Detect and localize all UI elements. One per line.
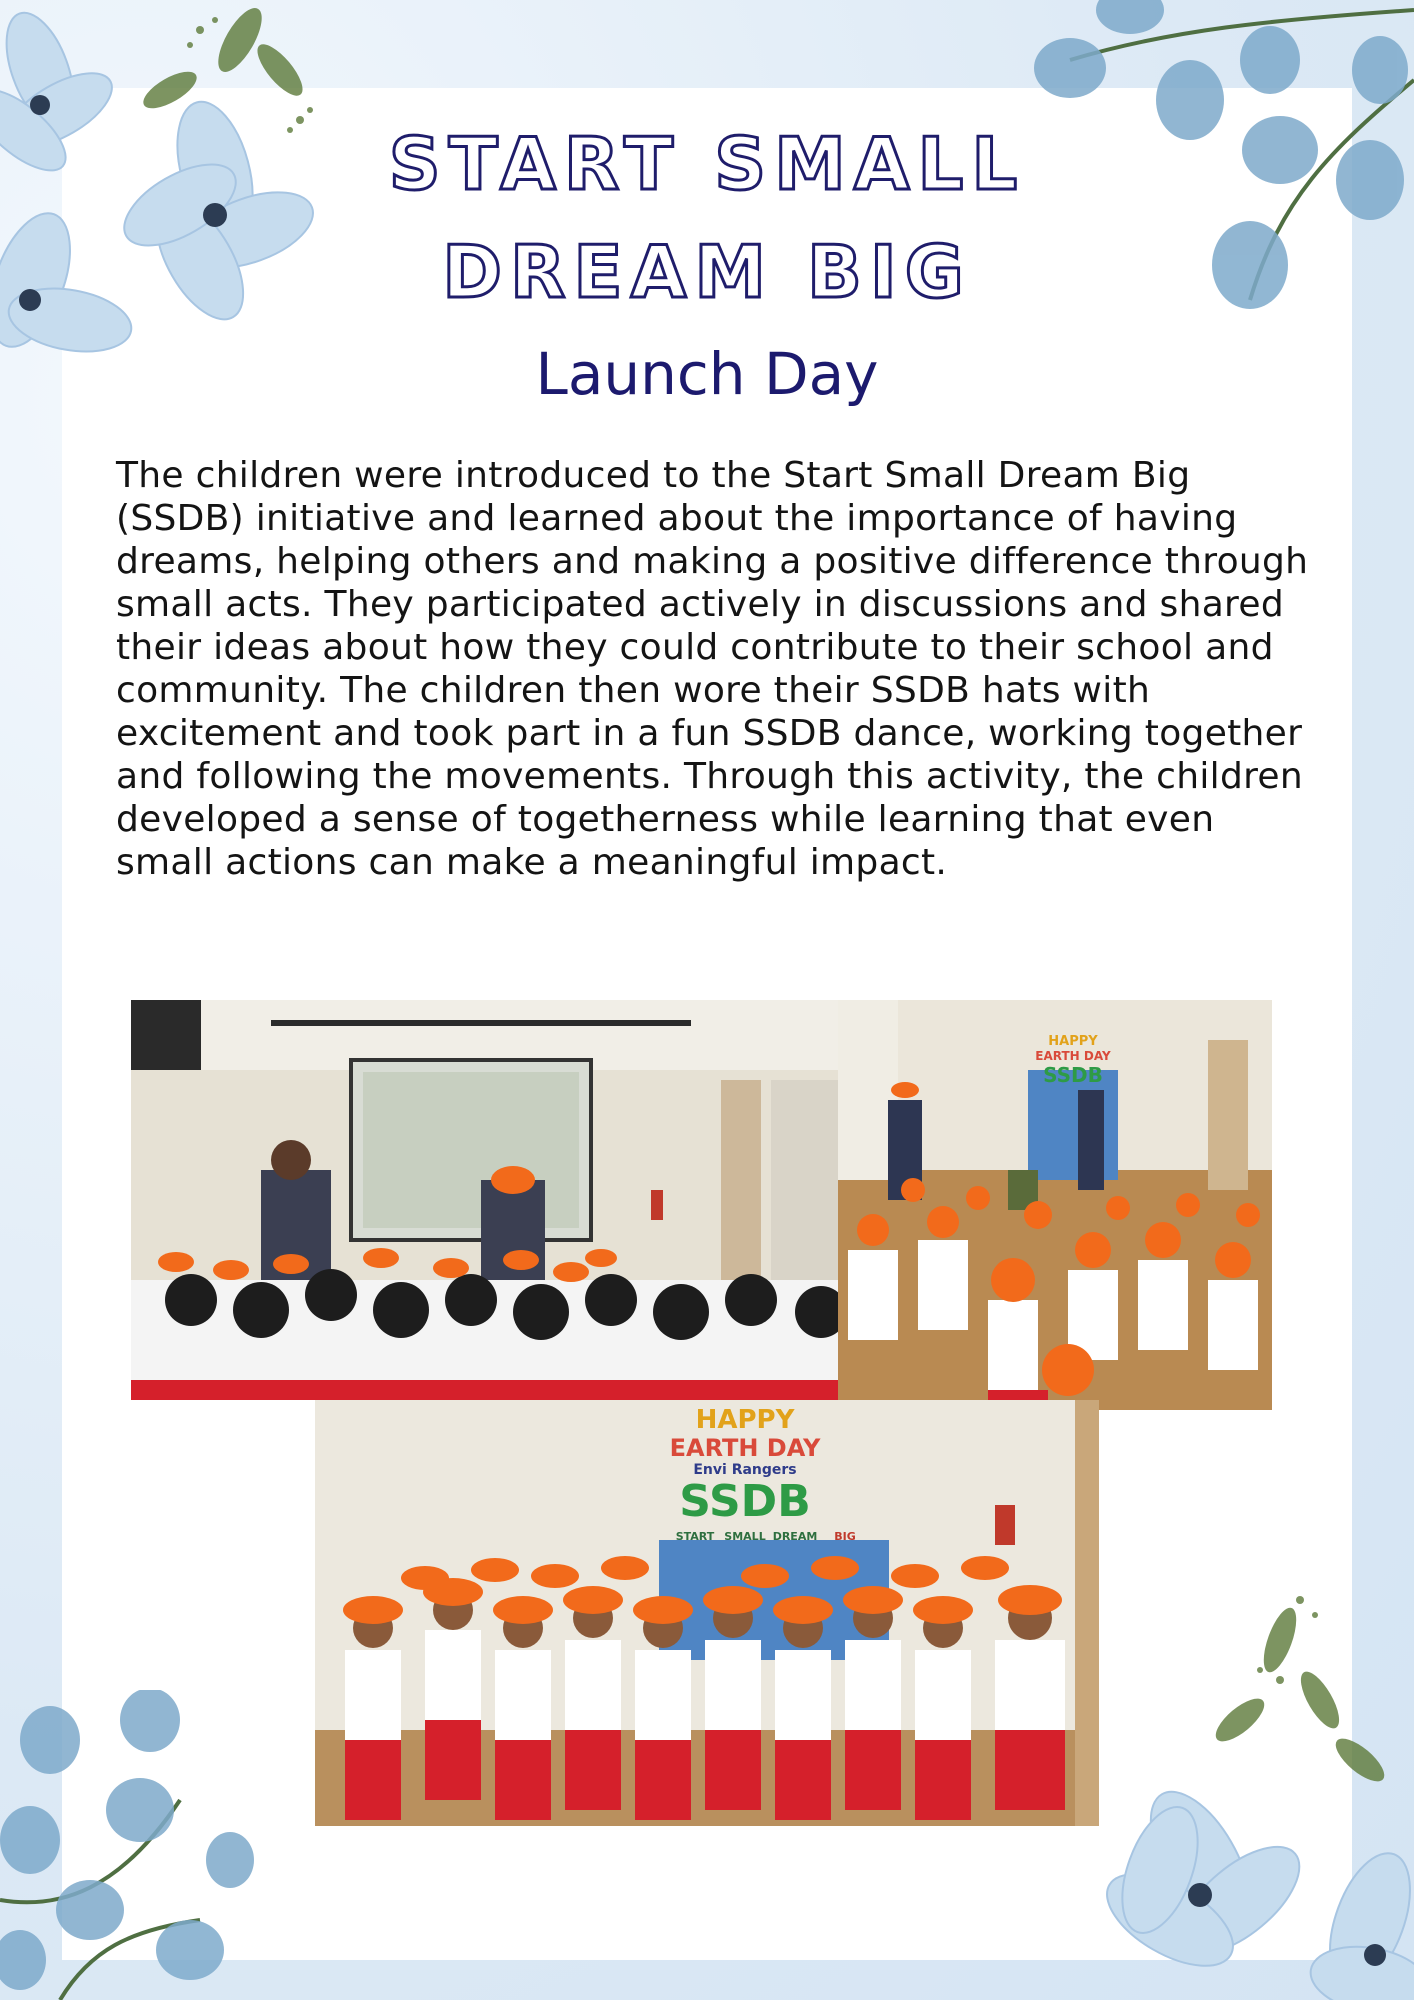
- banner-start: START: [675, 1530, 715, 1543]
- body-paragraph: The children were introduced to the Start Small Dream Big (SSDB) initiative and learned about the importance of having dreams, helping others and making a positive difference through small acts. They participated actively in discussions and shared their ideas about how they could contribute to their school and community. The children then wore their SSDB hats with excitement and took part in a fun SSDB dance, working together and following the movements. Through this activity, the children developed a sense of togetherness while learning that even small actions can make a meaningful impact.: [116, 455, 1309, 883]
- banner-dream: DREAM: [772, 1530, 818, 1543]
- photo-children-seated-hall: [838, 1000, 1272, 1410]
- banner-big: BIG: [834, 1530, 856, 1543]
- eucalyptus-icon: [0, 1690, 260, 2000]
- banner-happy: HAPPY: [695, 1405, 795, 1435]
- banner-happy: HAPPY: [1048, 1034, 1098, 1049]
- title-line-1: START SMALL: [388, 122, 1026, 206]
- photo-dance-classroom: [131, 1000, 839, 1400]
- banner-earth-day: EARTH DAY: [669, 1434, 821, 1462]
- photo-group-standing: [315, 1400, 1099, 1826]
- banner-small: SMALL: [724, 1530, 766, 1543]
- banner-earth-day: EARTH DAY: [1035, 1049, 1111, 1063]
- subtitle: Launch Day: [535, 340, 879, 408]
- banner-envi-rangers: Envi Rangers: [693, 1462, 797, 1478]
- blue-flower-icon: [1070, 1580, 1414, 2000]
- banner-ssdb: SSDB: [1043, 1063, 1103, 1087]
- banner-ssdb: SSDB: [679, 1476, 811, 1527]
- title-line-2: DREAM BIG: [442, 230, 972, 314]
